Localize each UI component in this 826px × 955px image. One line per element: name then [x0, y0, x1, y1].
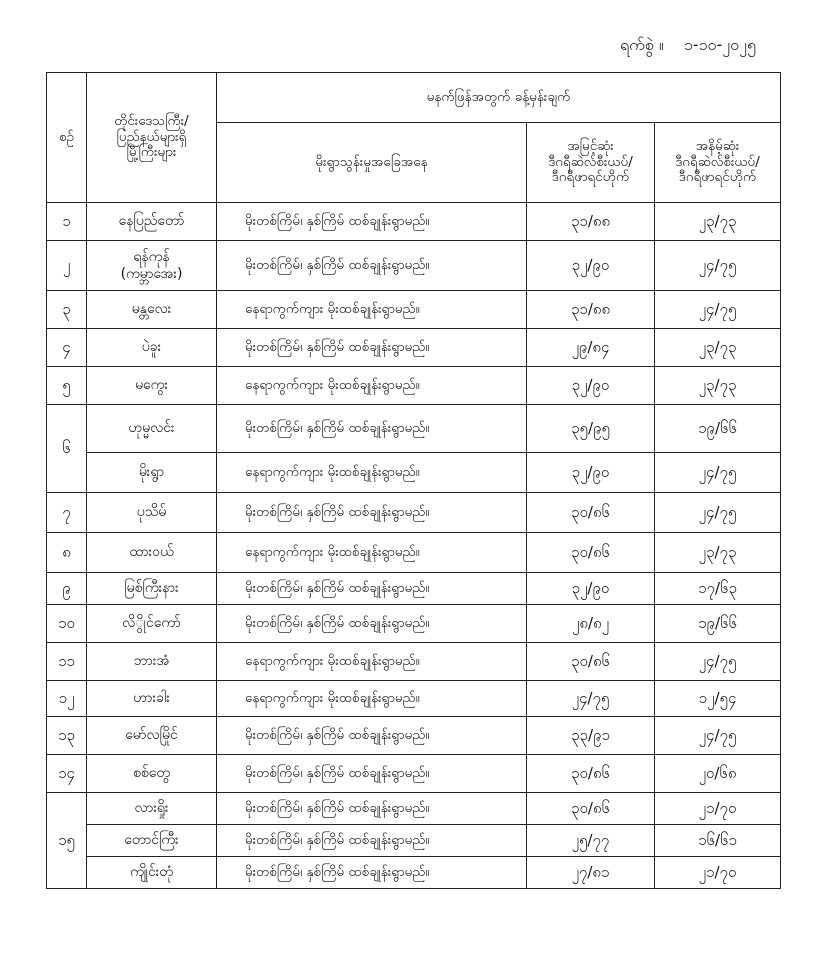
table-row — [47, 533, 781, 573]
table-row — [47, 367, 781, 405]
min-temp-cell: ၂၃/၇၃ — [655, 533, 781, 573]
city-cell: မော်လမြိုင် — [87, 717, 217, 755]
city-cell: တောင်ကြီး — [87, 825, 217, 857]
date-line — [620, 34, 756, 58]
min-temp-cell: ၂၃/၇၃ — [655, 367, 781, 405]
serial-cell: ၉ — [47, 573, 87, 605]
condition-cell: မိုးတစ်ကြိမ်၊ နှစ်ကြိမ် ထစ်ချုန်းရွာမည်။ — [217, 605, 527, 643]
city-cell: မိုးရွာ — [87, 453, 217, 493]
max-temp-cell: ၃၃/၉၁ — [527, 717, 655, 755]
min-temp-cell: ၂၃/၇၃ — [655, 329, 781, 367]
serial-cell: ၁၃ — [47, 717, 87, 755]
max-temp-cell: ၃၅/၉၅ — [527, 405, 655, 453]
serial-cell: ၁၁ — [47, 643, 87, 681]
city-cell: ဘားအံ — [87, 643, 217, 681]
max-temp-cell: ၃၀/၈၆ — [527, 533, 655, 573]
max-temp-cell: ၃၁/၈၈ — [527, 203, 655, 241]
serial-cell: ၁ — [47, 203, 87, 241]
min-temp-cell: ၂၁/၇၀ — [655, 857, 781, 889]
table-row — [47, 573, 781, 605]
city-cell: လားရှိုး — [87, 793, 217, 825]
header-max-line: အမြင့်ဆုံး — [567, 138, 614, 155]
city-cell: ကျိုင်းတုံ — [87, 857, 217, 889]
serial-cell: ၁၀ — [47, 605, 87, 643]
max-temp-cell: ၃၀/၈၆ — [527, 793, 655, 825]
header-forecast-group: မနက်ဖြန်အတွက် ခန့်မှန်းချက် — [217, 73, 781, 123]
forecast-table — [46, 72, 781, 889]
condition-cell: မိုးတစ်ကြိမ်၊ နှစ်ကြိမ် ထစ်ချုန်းရွာမည်။ — [217, 493, 527, 533]
min-temp-cell: ၂၄/၇၅ — [655, 717, 781, 755]
serial-cell: ၅ — [47, 367, 87, 405]
max-temp-cell: ၃၀/၈၆ — [527, 755, 655, 793]
date-label: ရက်စွဲ ။ — [619, 35, 664, 54]
header-city-line: ပြည်နယ်များရှိ — [116, 128, 187, 145]
serial-cell: ၇ — [47, 493, 87, 533]
condition-cell: မိုးတစ်ကြိမ်၊ နှစ်ကြိမ် ထစ်ချုန်းရွာမည်။ — [217, 793, 527, 825]
header-min-line: ဒီဂရီဖာရင်ဟိုက် — [678, 169, 757, 186]
max-temp-cell: ၃၀/၈၆ — [527, 643, 655, 681]
city-cell: မြစ်ကြီးနား — [87, 573, 217, 605]
table-row — [47, 203, 781, 241]
date-value: ၁-၁၀-၂၀၂၅ — [683, 35, 756, 54]
max-temp-cell: ၃၂/၉၀ — [527, 367, 655, 405]
condition-cell: မိုးတစ်ကြိမ်၊ နှစ်ကြိမ် ထစ်ချုန်းရွာမည်။ — [217, 755, 527, 793]
header-max-line: ဒီဂရီဖာရင်ဟိုက် — [551, 169, 630, 186]
city-cell: ထားဝယ် — [87, 533, 217, 573]
table-row — [47, 493, 781, 533]
min-temp-cell: ၂၄/၇၅ — [655, 493, 781, 533]
serial-cell: ၆ — [47, 405, 87, 493]
serial-cell: ၃ — [47, 291, 87, 329]
min-temp-cell: ၂၄/၇၅ — [655, 453, 781, 493]
serial-cell: ၄ — [47, 329, 87, 367]
max-temp-cell: ၂၉/၈၄ — [527, 329, 655, 367]
max-temp-cell: ၃၀/၈၆ — [527, 493, 655, 533]
condition-cell: မိုးတစ်ကြိမ်၊ နှစ်ကြိမ် ထစ်ချုန်းရွာမည်။ — [217, 717, 527, 755]
min-temp-cell: ၁၉/၆၆ — [655, 405, 781, 453]
table-row — [47, 755, 781, 793]
min-temp-cell: ၂၁/၇၀ — [655, 793, 781, 825]
table-row — [47, 681, 781, 717]
header-max-line: ဒီဂရီဆဲလ်စီးယပ်/ — [548, 153, 633, 170]
max-temp-cell: ၃၂/၉၀ — [527, 573, 655, 605]
condition-cell: မိုးတစ်ကြိမ်၊ နှစ်ကြိမ် ထစ်ချုန်းရွာမည်။ — [217, 405, 527, 453]
min-temp-cell: ၂၃/၇၃ — [655, 203, 781, 241]
header-min-line: အနိမ့်ဆုံး — [695, 138, 740, 155]
condition-cell: နေရာကွက်ကျား မိုးထစ်ချုန်းရွာမည်။ — [217, 453, 527, 493]
condition-cell: နေရာကွက်ကျား မိုးထစ်ချုန်းရွာမည်။ — [217, 291, 527, 329]
min-temp-cell: ၁၂/၅၄ — [655, 681, 781, 717]
condition-cell: နေရာကွက်ကျား မိုးထစ်ချုန်းရွာမည်။ — [217, 533, 527, 573]
condition-cell: မိုးတစ်ကြိမ်၊ နှစ်ကြိမ် ထစ်ချုန်းရွာမည်။ — [217, 329, 527, 367]
table-row — [47, 453, 781, 493]
header-min-temp — [655, 123, 781, 203]
table-row — [47, 857, 781, 889]
min-temp-cell: ၂၄/၇၅ — [655, 241, 781, 291]
table-row — [47, 643, 781, 681]
header-condition: မိုးရွာသွန်းမှုအခြေအနေ — [217, 123, 527, 203]
header-serial: စဉ် — [47, 73, 87, 203]
condition-cell: မိုးတစ်ကြိမ်၊ နှစ်ကြိမ် ထစ်ချုန်းရွာမည်။ — [217, 573, 527, 605]
city-cell: ရန်ကုန် (ကမ္ဘာအေး) — [87, 241, 217, 291]
city-cell: မကွေး — [87, 367, 217, 405]
max-temp-cell: ၃၂/၉၀ — [527, 241, 655, 291]
table-row — [47, 825, 781, 857]
serial-cell: ၂ — [47, 241, 87, 291]
min-temp-cell: ၁၉/၆၆ — [655, 605, 781, 643]
condition-cell: နေရာကွက်ကျား မိုးထစ်ချုန်းရွာမည်။ — [217, 681, 527, 717]
max-temp-cell: ၂၈/၈၂ — [527, 605, 655, 643]
max-temp-cell: ၃၁/၈၈ — [527, 291, 655, 329]
min-temp-cell: ၁၇/၆၃ — [655, 573, 781, 605]
condition-cell: နေရာကွက်ကျား မိုးထစ်ချုန်းရွာမည်။ — [217, 367, 527, 405]
table-row — [47, 405, 781, 453]
header-city-line: တိုင်းဒေသကြီး/ — [114, 113, 189, 130]
table-row — [47, 793, 781, 825]
city-cell: မန္တလေး — [87, 291, 217, 329]
max-temp-cell: ၂၇/၈၁ — [527, 857, 655, 889]
header-city-line: မြို့ကြီးများ — [126, 144, 177, 161]
min-temp-cell: ၂၄/၇၅ — [655, 291, 781, 329]
max-temp-cell: ၃၂/၉၀ — [527, 453, 655, 493]
table-body — [47, 203, 781, 889]
city-cell: ပုသိမ် — [87, 493, 217, 533]
serial-cell: ၁၅ — [47, 793, 87, 889]
min-temp-cell: ၂၄/၇၅ — [655, 643, 781, 681]
condition-cell: မိုးတစ်ကြိမ်၊ နှစ်ကြိမ် ထစ်ချုန်းရွာမည်။ — [217, 203, 527, 241]
table-row — [47, 605, 781, 643]
table-row — [47, 717, 781, 755]
serial-cell: ၈ — [47, 533, 87, 573]
min-temp-cell: ၁၆/၆၁ — [655, 825, 781, 857]
header-max-temp — [527, 123, 655, 203]
city-cell: ဟားခါး — [87, 681, 217, 717]
city-cell: ဟုမ္မလင်း — [87, 405, 217, 453]
table-row — [47, 291, 781, 329]
serial-cell: ၁၂ — [47, 681, 87, 717]
condition-cell: မိုးတစ်ကြိမ်၊ နှစ်ကြိမ် ထစ်ချုန်းရွာမည်။ — [217, 241, 527, 291]
table-row — [47, 329, 781, 367]
header-city — [87, 73, 217, 203]
condition-cell: မိုးတစ်ကြိမ်၊ နှစ်ကြိမ် ထစ်ချုန်းရွာမည်။ — [217, 825, 527, 857]
serial-cell: ၁၄ — [47, 755, 87, 793]
max-temp-cell: ၂၄/၇၅ — [527, 681, 655, 717]
condition-cell: မိုးတစ်ကြိမ်၊ နှစ်ကြိမ် ထစ်ချုန်းရွာမည်။ — [217, 857, 527, 889]
table-row — [47, 241, 781, 291]
max-temp-cell: ၂၅/၇၇ — [527, 825, 655, 857]
min-temp-cell: ၂၀/၆၈ — [655, 755, 781, 793]
city-cell: နေပြည်တော် — [87, 203, 217, 241]
condition-cell: နေရာကွက်ကျား မိုးထစ်ချုန်းရွာမည်။ — [217, 643, 527, 681]
city-cell: လိွိုင်ကော် — [87, 605, 217, 643]
city-cell: ပဲခူး — [87, 329, 217, 367]
header-min-line: ဒီဂရီဆဲလ်စီးယပ်/ — [675, 153, 760, 170]
city-cell: စစ်တွေ — [87, 755, 217, 793]
